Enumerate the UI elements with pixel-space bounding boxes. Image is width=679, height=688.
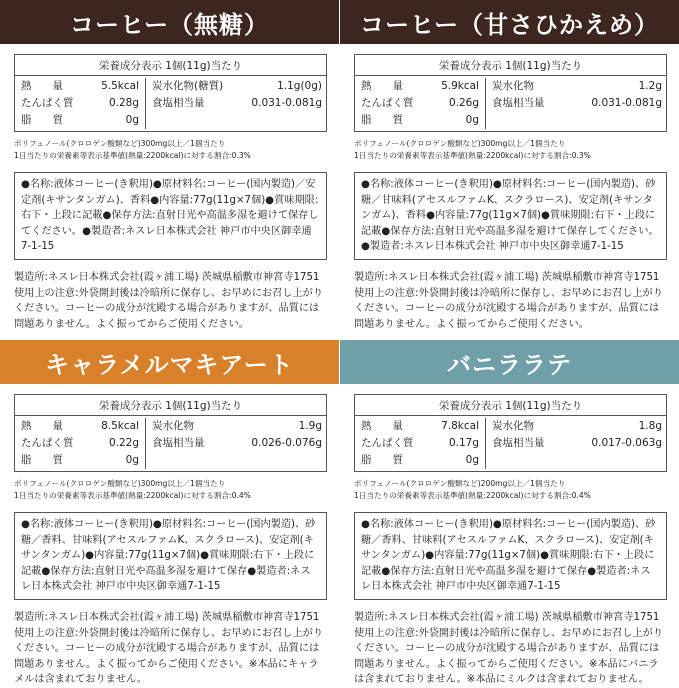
nutrient-label: 炭水化物: [152, 420, 194, 432]
nutrition-rows: [15, 76, 326, 131]
nutrient-label: 食塩相当量: [152, 97, 205, 109]
nutrition-table: [14, 394, 327, 472]
reference-note: 1日当たりの栄養素等表示基準値(熱量:2200kcal)に対する割合:0.4%: [354, 491, 591, 500]
nutrient-label: 炭水化物: [492, 80, 534, 92]
nutrient-value: 0.031-0.081g: [591, 97, 662, 109]
reference-note: 1日当たりの栄養素等表示基準値(熱量:2200kcal)に対する割合:0.3%: [14, 151, 251, 160]
polyphenol-note: ポリフェノール(クロロゲン酸類など)300mg以上／1個当たり: [14, 479, 226, 488]
reference-note: 1日当たりの栄養素等表示基準値(熱量:2200kcal)に対する割合:0.4%: [14, 491, 251, 500]
panel-coffee-less-sweet: [340, 0, 679, 339]
nutrition-row: [361, 95, 479, 112]
nutrition-table: [354, 54, 667, 132]
nutrient-value: 1.1g(0g): [277, 80, 322, 92]
nutrition-row: [361, 78, 479, 95]
nutrient-value: 0.026-0.076g: [251, 437, 322, 449]
manufacturer-text: 製造所:ネスレ日本株式会社(霞ヶ浦工場) 茨城県稲敷市神宮寺1751 使用上の注意:外袋開封後は冷暗所に保存し、お早めにお召し上がりください。コーヒーの成分が沈殿する場合がありますが、品質には問題ありません。よく振ってからご使用ください。※本品にキャラメルは含まれておりません。: [14, 611, 324, 686]
nutrition-row: [21, 418, 139, 435]
panel-body: [0, 44, 339, 332]
nutrient-label: 炭水化物: [492, 420, 534, 432]
nutrition-right-column: [146, 78, 322, 129]
nutrient-label: 脂 質: [21, 454, 63, 466]
nutrient-value: 5.5kcal: [101, 80, 139, 92]
nutrition-row: [21, 95, 139, 112]
nutrient-label: 熱 量: [361, 80, 403, 92]
panel-title: キャラメルマキアート: [0, 340, 339, 384]
nutrition-table-title: 栄養成分表示 1個(11g)当たり: [15, 55, 326, 76]
nutrient-value: 1.8g: [638, 420, 662, 432]
panel-title: コーヒー（無糖）: [0, 0, 339, 44]
ingredients-box: ●名称:液体コーヒー(き釈用)●原材料名:コーヒー(国内製造)／安定剤(キサンタンガム)、香料●内容量:77g(11g×7個)●賞味期限:右下・上段に記載●保存方法:直射日光や高温多湿を避けて保存してください。●製造者:ネスレ日本株式会社 神戸市中央区御幸通7-1-15: [14, 172, 327, 260]
nutrition-row: [492, 435, 662, 452]
panel-vanilla-latte: [340, 340, 679, 686]
nutrient-value: 1.2g: [638, 80, 662, 92]
nutrition-left-column: [21, 78, 146, 129]
nutrition-row: [152, 435, 322, 452]
panel-caramel-macchiato: [0, 340, 339, 686]
nutrient-label: 脂 質: [361, 114, 403, 126]
nutrition-row: [152, 418, 322, 435]
polyphenol-note: ポリフェノール(クロロゲン酸類など)300mg以上／1個当たり: [14, 139, 226, 148]
nutrition-row: [21, 435, 139, 452]
nutrition-row: [152, 78, 322, 95]
nutrient-value: 0.22g: [108, 437, 139, 449]
nutrition-row: [492, 418, 662, 435]
nutrition-row: [361, 452, 479, 469]
nutrition-right-column: [486, 418, 662, 469]
nutrient-label: 熱 量: [21, 80, 63, 92]
nutrition-left-column: [21, 418, 146, 469]
nutrition-right-column: [146, 418, 322, 469]
nutrition-left-column: [361, 418, 486, 469]
nutrition-row: [492, 78, 662, 95]
nutrient-label: たんぱく質: [361, 97, 414, 109]
nutrient-label: 脂 質: [361, 454, 403, 466]
nutrient-value: 0g: [125, 454, 139, 466]
ingredients-box: ●名称:液体コーヒー(き釈用)●原材料名:コーヒー(国内製造)、砂糖／香料、甘味料(アセスルファムK、スクラロース)、安定剤(キサンタンガム)●内容量:77g(11g×7個)●賞味期限:右下・上段に記載●保存方法:直射日光や高温多湿を避けて保存●製造者:ネスレ日本株式会社 神戸市中央区御幸通7-1-15: [14, 512, 327, 600]
nutrient-label: 脂 質: [21, 114, 63, 126]
nutrient-value: 8.5kcal: [101, 420, 139, 432]
nutrition-table-title: 栄養成分表示 1個(11g)当たり: [355, 55, 666, 76]
nutrition-right-column: [486, 78, 662, 129]
nutrient-value: 0.26g: [448, 97, 479, 109]
nutrient-label: 熱 量: [21, 420, 63, 432]
nutrient-label: たんぱく質: [21, 97, 74, 109]
nutrition-row: [152, 95, 322, 112]
nutrient-label: たんぱく質: [21, 437, 74, 449]
nutrient-value: 0g: [125, 114, 139, 126]
nutrition-row: [21, 78, 139, 95]
nutrition-table-title: 栄養成分表示 1個(11g)当たり: [355, 395, 666, 416]
nutrition-row: [361, 435, 479, 452]
nutrition-table-title: 栄養成分表示 1個(11g)当たり: [15, 395, 326, 416]
nutrient-label: 食塩相当量: [492, 97, 545, 109]
nutrition-left-column: [361, 78, 486, 129]
manufacturer-text: 製造所:ネスレ日本株式会社(霞ヶ浦工場) 茨城県稲敷市神宮寺1751 使用上の注意:外袋開封後は冷暗所に保存し、お早めにお召し上がりください。コーヒーの成分が沈殿する場合がありますが、品質には問題ありません。よく振ってからご使用ください。: [354, 271, 664, 330]
panel-title: コーヒー（甘さひかえめ）: [340, 0, 679, 44]
ingredients-box: ●名称:液体コーヒー(き釈用)●原材料名:コーヒー(国内製造)、砂糖／香料、甘味料(アセスルファムK、スクラロース)、安定剤(キサンタンガム)●内容量:77g(11g×7個)●賞味期限:右下・上段に記載●保存方法:直射日光や高温多湿を避けて保存●製造者:ネスレ日本株式会社 神戸市中央区御幸通7-1-15: [354, 512, 667, 600]
nutrient-value: 0.17g: [448, 437, 479, 449]
nutrient-value: 0.28g: [108, 97, 139, 109]
nutrient-label: 食塩相当量: [152, 437, 205, 449]
panel-body: [340, 44, 679, 332]
nutrition-row: [361, 418, 479, 435]
nutrient-value: 5.9kcal: [441, 80, 479, 92]
nutrition-row: [492, 95, 662, 112]
reference-note: 1日当たりの栄養素等表示基準値(熱量:2200kcal)に対する割合:0.3%: [354, 151, 591, 160]
nutrient-label: たんぱく質: [361, 437, 414, 449]
nutrient-value: 7.8kcal: [441, 420, 479, 432]
panel-body: [0, 384, 339, 688]
panel-body: [340, 384, 679, 688]
polyphenol-note: ポリフェノール(クロロゲン酸類など)300mg以上／1個当たり: [354, 139, 566, 148]
panel-title: バニララテ: [340, 340, 679, 384]
manufacturer-text: 製造所:ネスレ日本株式会社(霞ヶ浦工場) 茨城県稲敷市神宮寺1751 使用上の注意:外袋開封後は冷暗所に保存し、お早めにお召し上がりください。コーヒーの成分が沈殿する場合がありますが、品質には問題ありません。よく振ってからご使用ください。※本品にバニラは含まれておりません。※本品にミルクは含まれておりません。: [354, 611, 664, 686]
nutrient-value: 0g: [465, 114, 479, 126]
nutrition-row: [21, 112, 139, 129]
panel-coffee-unsweetened: [0, 0, 339, 339]
polyphenol-note: ポリフェノール(クロロゲン酸類など)200mg以上／1個当たり: [354, 479, 566, 488]
nutrition-rows: [15, 416, 326, 471]
nutrient-label: 食塩相当量: [492, 437, 545, 449]
nutrition-rows: [355, 76, 666, 131]
nutrition-rows: [355, 416, 666, 471]
ingredients-box: ●名称:液体コーヒー(き釈用)●原材料名:コーヒー(国内製造)、砂糖／甘味料(アセスルファムK、スクラロース)、安定剤(キサンタンガム)、香料●内容量:77g(11g×7個)●賞味期限:右下・上段に記載●保存方法:直射日光や高温多湿を避けて保存してください。●製造者:ネスレ日本株式会社 神戸市中央区御幸通7-1-15: [354, 172, 667, 260]
nutrition-table: [354, 394, 667, 472]
nutrient-value: 0.031-0.081g: [251, 97, 322, 109]
nutrient-label: 炭水化物(糖質): [152, 80, 224, 92]
manufacturer-text: 製造所:ネスレ日本株式会社(霞ヶ浦工場) 茨城県稲敷市神宮寺1751 使用上の注意:外袋開封後は冷暗所に保存し、お早めにお召し上がりください。コーヒーの成分が沈殿する場合がありますが、品質には問題ありません。よく振ってからご使用ください。: [14, 271, 324, 330]
nutrition-table: [14, 54, 327, 132]
nutrient-value: 0g: [465, 454, 479, 466]
nutrient-value: 1.9g: [298, 420, 322, 432]
nutrient-label: 熱 量: [361, 420, 403, 432]
nutrient-value: 0.017-0.063g: [591, 437, 662, 449]
nutrition-row: [21, 452, 139, 469]
nutrition-row: [361, 112, 479, 129]
